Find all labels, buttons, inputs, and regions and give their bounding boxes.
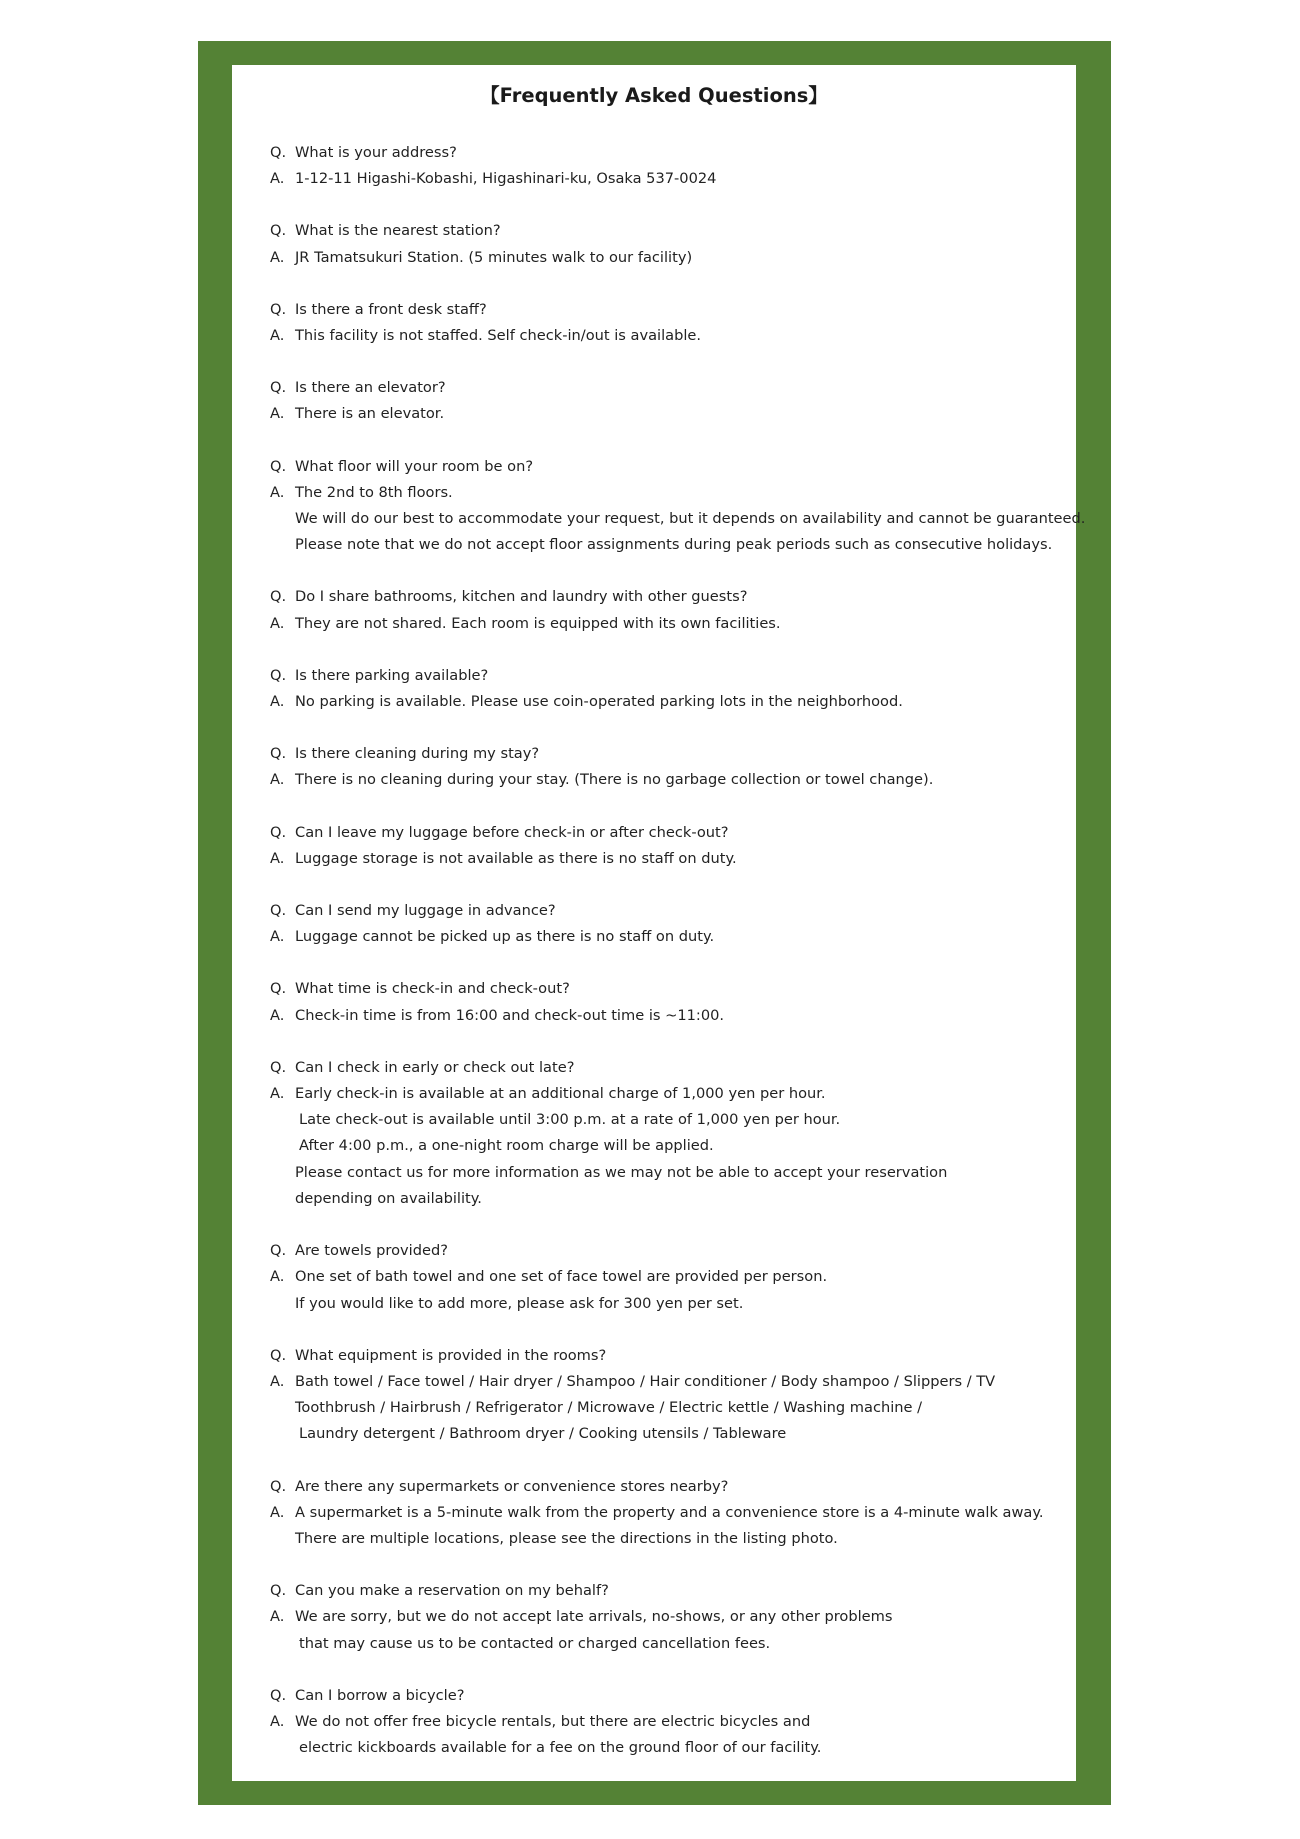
faq-answer xyxy=(270,1369,1070,1395)
answer-marker: A. xyxy=(270,1006,285,1024)
question-marker: Q. xyxy=(270,1477,287,1495)
question-text: What is your address? xyxy=(295,144,457,161)
question-marker: Q. xyxy=(270,1582,287,1600)
faq-question xyxy=(270,1343,1070,1369)
faq-item xyxy=(270,1055,1070,1212)
faq-question xyxy=(270,297,1070,323)
faq-question xyxy=(270,1238,1070,1264)
question-marker: Q. xyxy=(270,666,287,684)
answer-continuation: electric kickboards available for a fee on the ground floor of our facility. xyxy=(299,1739,822,1757)
faq-item xyxy=(270,297,1070,349)
question-text: Can I send my luggage in advance? xyxy=(295,902,556,920)
faq-question xyxy=(270,584,1070,610)
faq-answer xyxy=(270,924,1070,950)
question-text: Can you make a reservation on my behalf? xyxy=(295,1582,609,1600)
faq-item xyxy=(270,1578,1070,1657)
question-text: Is there a front desk staff? xyxy=(295,300,487,318)
faq-question xyxy=(270,663,1070,689)
question-text: What time is check-in and check-out? xyxy=(295,980,570,998)
faq-answer xyxy=(270,611,1070,637)
answer-continuation: Please contact us for more information as we may not be able to accept your reservation xyxy=(295,1163,948,1181)
answer-continuation: depending on availability. xyxy=(295,1189,482,1207)
answer-marker: A. xyxy=(270,170,285,188)
answer-marker: A. xyxy=(270,405,285,423)
answer-text: We are sorry, but we do not accept late arrivals, no-shows, or any other problems xyxy=(295,1608,893,1626)
question-marker: Q. xyxy=(270,1242,287,1260)
answer-text: There is an elevator. xyxy=(295,405,445,423)
question-marker: Q. xyxy=(270,300,287,318)
faq-item xyxy=(270,1474,1070,1553)
answer-text: A supermarket is a 5-minute walk from the property and a convenience store is a 4-minute walk away. xyxy=(295,1503,1044,1521)
question-text: Are there any supermarkets or convenience stores nearby? xyxy=(295,1477,729,1495)
answer-marker: A. xyxy=(270,327,285,345)
faq-list xyxy=(270,140,1086,1787)
answer-marker: A. xyxy=(270,1608,285,1626)
answer-continuation: Toothbrush / Hairbrush / Refrigerator / Microwave / Electric kettle / Washing machine / xyxy=(295,1399,923,1417)
faq-answer xyxy=(270,1500,1070,1526)
faq-item xyxy=(270,584,1070,636)
answer-marker: A. xyxy=(270,1712,285,1730)
faq-answer xyxy=(270,1604,1070,1630)
question-text: Is there parking available? xyxy=(295,666,489,684)
faq-item xyxy=(270,820,1070,872)
answer-text: Bath towel / Face towel / Hair dryer / Shampoo / Hair conditioner / Body shampoo / Slippers / TV xyxy=(295,1372,996,1390)
answer-text: One set of bath towel and one set of face towel are provided per person. xyxy=(295,1268,828,1286)
faq-question xyxy=(270,741,1070,767)
answer-text: There is no cleaning during your stay. (There is no garbage collection or towel change). xyxy=(295,771,934,789)
question-text: Are towels provided? xyxy=(295,1242,448,1260)
faq-answer xyxy=(270,767,1070,793)
answer-marker: A. xyxy=(270,928,285,946)
answer-text: JR Tamatsukuri Station. (5 minutes walk to our facility) xyxy=(295,248,693,266)
faq-answer xyxy=(270,323,1070,349)
answer-text: We do not offer free bicycle rentals, but there are electric bicycles and xyxy=(295,1712,811,1730)
answer-continuation: After 4:00 p.m., a one-night room charge will be applied. xyxy=(299,1137,714,1155)
question-marker: Q. xyxy=(270,144,287,161)
question-marker: Q. xyxy=(270,457,287,475)
faq-answer xyxy=(270,1003,1070,1029)
faq-item xyxy=(270,898,1070,950)
faq-answer xyxy=(270,1709,1070,1735)
faq-sheet xyxy=(232,65,1086,1781)
faq-question xyxy=(270,454,1070,480)
faq-question xyxy=(270,898,1070,924)
faq-answer xyxy=(270,689,1070,715)
faq-question xyxy=(270,375,1070,401)
faq-question xyxy=(270,1474,1070,1500)
answer-continuation: We will do our best to accommodate your request, but it depends on availability and cannot be guaranteed. xyxy=(295,510,1086,528)
question-marker: Q. xyxy=(270,823,287,841)
answer-continuation: Late check-out is available until 3:00 p.m. at a rate of 1,000 yen per hour. xyxy=(299,1111,841,1129)
answer-marker: A. xyxy=(270,483,285,501)
faq-item xyxy=(270,375,1070,427)
answer-marker: A. xyxy=(270,1503,285,1521)
answer-text: They are not shared. Each room is equipped with its own facilities. xyxy=(295,614,781,632)
faq-answer xyxy=(270,166,1070,192)
question-text: Can I borrow a bicycle? xyxy=(295,1686,465,1704)
faq-answer xyxy=(270,480,1070,506)
faq-question xyxy=(270,218,1070,244)
faq-question xyxy=(270,976,1070,1002)
answer-marker: A. xyxy=(270,248,285,266)
question-marker: Q. xyxy=(270,1058,287,1076)
answer-continuation: Please note that we do not accept floor assignments during peak periods such as consecutive holidays. xyxy=(295,536,1053,554)
answer-text: Luggage storage is not available as there is no staff on duty. xyxy=(295,849,737,867)
answer-marker: A. xyxy=(270,1268,285,1286)
answer-continuation: that may cause us to be contacted or charged cancellation fees. xyxy=(299,1634,771,1652)
faq-item xyxy=(270,1683,1070,1762)
faq-answer xyxy=(270,1081,1070,1107)
answer-continuation: There are multiple locations, please see the directions in the listing photo. xyxy=(295,1529,838,1547)
faq-answer xyxy=(270,846,1070,872)
page-title: 【Frequently Asked Questions】 xyxy=(480,84,828,107)
answer-marker: A. xyxy=(270,849,285,867)
faq-question xyxy=(270,820,1070,846)
question-marker: Q. xyxy=(270,379,287,397)
question-text: Can I leave my luggage before check-in or after check-out? xyxy=(295,823,729,841)
faq-item xyxy=(270,218,1070,270)
answer-text: Luggage cannot be picked up as there is no staff on duty. xyxy=(295,928,715,946)
answer-text: This facility is not staffed. Self check-in/out is available. xyxy=(295,327,702,345)
faq-question xyxy=(270,140,1070,166)
question-marker: Q. xyxy=(270,902,287,920)
answer-marker: A. xyxy=(270,693,285,711)
question-marker: Q. xyxy=(270,980,287,998)
faq-item xyxy=(270,976,1070,1028)
answer-continuation: Laundry detergent / Bathroom dryer / Cooking utensils / Tableware xyxy=(299,1425,787,1443)
faq-item xyxy=(270,140,1070,192)
question-text: What equipment is provided in the rooms? xyxy=(295,1346,607,1364)
question-marker: Q. xyxy=(270,1686,287,1704)
question-text: Can I check in early or check out late? xyxy=(295,1058,575,1076)
faq-answer xyxy=(270,401,1070,427)
faq-question xyxy=(270,1055,1070,1081)
faq-answer xyxy=(270,1264,1070,1290)
answer-marker: A. xyxy=(270,614,285,632)
question-marker: Q. xyxy=(270,1346,287,1364)
question-marker: Q. xyxy=(270,745,287,763)
question-marker: Q. xyxy=(270,222,287,240)
question-marker: Q. xyxy=(270,588,287,606)
answer-text: Early check-in is available at an additional charge of 1,000 yen per hour. xyxy=(295,1085,826,1103)
answer-text: 1-12-11 Higashi-Kobashi, Higashinari-ku, Osaka 537-0024 xyxy=(295,170,717,188)
faq-item xyxy=(270,1238,1070,1317)
answer-text: Check-in time is from 16:00 and check-out time is ~11:00. xyxy=(295,1006,725,1024)
faq-item xyxy=(270,454,1086,559)
faq-item xyxy=(270,741,1070,793)
faq-item xyxy=(270,1343,1070,1448)
answer-continuation: If you would like to add more, please ask for 300 yen per set. xyxy=(295,1294,744,1312)
question-text: Is there an elevator? xyxy=(295,379,446,397)
faq-question xyxy=(270,1683,1070,1709)
faq-answer xyxy=(270,245,1070,271)
question-text: What is the nearest station? xyxy=(295,222,501,240)
answer-marker: A. xyxy=(270,771,285,789)
answer-marker: A. xyxy=(270,1372,285,1390)
question-text: What floor will your room be on? xyxy=(295,457,534,475)
answer-text: The 2nd to 8th floors. xyxy=(295,483,453,501)
question-text: Do I share bathrooms, kitchen and laundry with other guests? xyxy=(295,588,748,606)
faq-item xyxy=(270,663,1070,715)
answer-text: No parking is available. Please use coin-operated parking lots in the neighborhood. xyxy=(295,693,903,711)
answer-marker: A. xyxy=(270,1085,285,1103)
question-text: Is there cleaning during my stay? xyxy=(295,745,540,763)
faq-question xyxy=(270,1578,1070,1604)
